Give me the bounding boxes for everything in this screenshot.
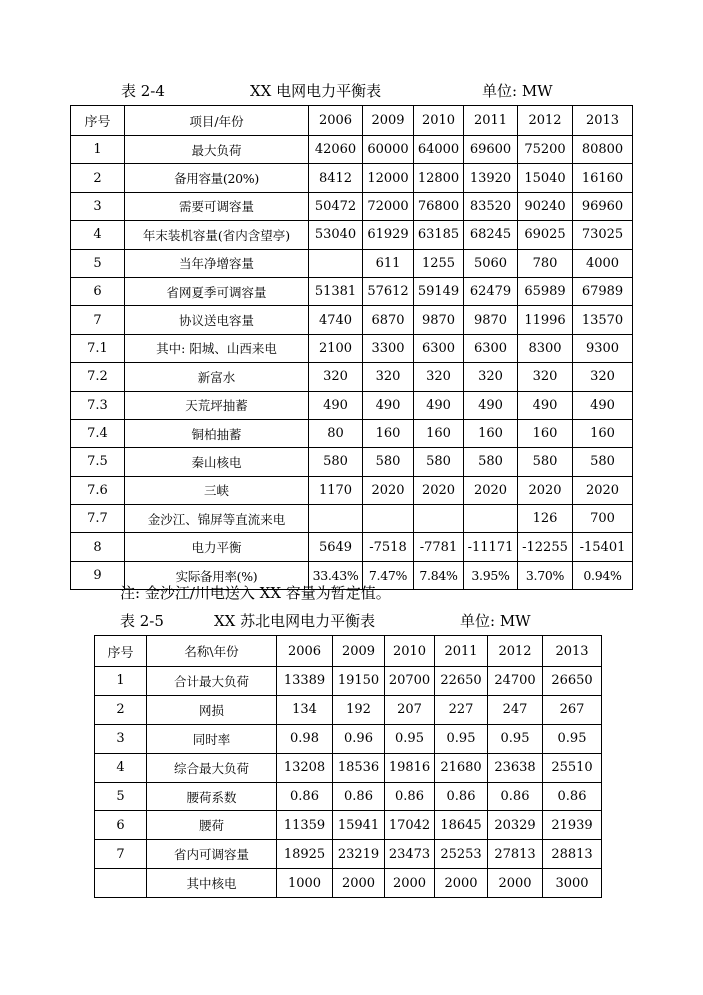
item-label-cell: 天荒坪抽蓄: [125, 391, 309, 419]
value-cell: 12000: [363, 164, 414, 192]
value-cell: 7.47%: [363, 561, 414, 589]
value-cell: 73025: [573, 221, 633, 249]
value-cell: 0.86: [277, 782, 333, 811]
value-cell: 267: [543, 695, 602, 724]
value-cell: 96960: [573, 192, 633, 220]
row-number-cell: 1: [71, 136, 125, 164]
value-cell: 490: [309, 391, 363, 419]
value-cell: 4000: [573, 249, 633, 277]
value-cell: 90240: [518, 192, 573, 220]
value-cell: 2100: [309, 334, 363, 362]
value-cell: 59149: [414, 277, 464, 305]
header-cell: 2010: [385, 636, 435, 667]
value-cell: 3300: [363, 334, 414, 362]
value-cell: 17042: [385, 811, 435, 840]
table-header-row: [71, 106, 633, 136]
value-cell: 68245: [464, 221, 518, 249]
value-cell: 9300: [573, 334, 633, 362]
value-cell: 247: [488, 695, 543, 724]
value-cell: 5649: [309, 533, 363, 561]
value-cell: 126: [518, 505, 573, 533]
value-cell: 25253: [435, 840, 488, 869]
value-cell: -7518: [363, 533, 414, 561]
value-cell: 2020: [573, 476, 633, 504]
value-cell: 0.86: [333, 782, 385, 811]
value-cell: 75200: [518, 136, 573, 164]
row-number-cell: 7.7: [71, 505, 125, 533]
value-cell: 20329: [488, 811, 543, 840]
value-cell: 320: [518, 363, 573, 391]
value-cell: 61929: [363, 221, 414, 249]
value-cell: 12800: [414, 164, 464, 192]
value-cell: 33.43%: [309, 561, 363, 589]
table-row: [95, 782, 602, 811]
row-number-cell: 5: [95, 782, 147, 811]
value-cell: 22650: [435, 667, 488, 696]
header-cell: 2006: [309, 106, 363, 136]
table-row: [71, 505, 633, 533]
value-cell: 2020: [464, 476, 518, 504]
row-number-cell: 6: [71, 277, 125, 305]
value-cell: 0.98: [277, 724, 333, 753]
value-cell: 67989: [573, 277, 633, 305]
value-cell: 2000: [333, 869, 385, 898]
value-cell: 490: [464, 391, 518, 419]
value-cell: 9870: [414, 306, 464, 334]
value-cell: 7.84%: [414, 561, 464, 589]
item-label-cell: 三峡: [125, 476, 309, 504]
value-cell: 28813: [543, 840, 602, 869]
value-cell: [363, 505, 414, 533]
item-label-cell: 当年净增容量: [125, 249, 309, 277]
value-cell: 780: [518, 249, 573, 277]
value-cell: 27813: [488, 840, 543, 869]
item-label-cell: 省内可调容量: [147, 840, 277, 869]
header-cell: 2012: [488, 636, 543, 667]
value-cell: 4740: [309, 306, 363, 334]
value-cell: 51381: [309, 277, 363, 305]
item-label-cell: 铜柏抽蓄: [125, 419, 309, 447]
table-row: [71, 306, 633, 334]
value-cell: 611: [363, 249, 414, 277]
value-cell: 15941: [333, 811, 385, 840]
item-label-cell: 最大负荷: [125, 136, 309, 164]
value-cell: 320: [363, 363, 414, 391]
value-cell: 3.70%: [518, 561, 573, 589]
item-label-cell: 同时率: [147, 724, 277, 753]
row-number-cell: [95, 869, 147, 898]
value-cell: 80: [309, 419, 363, 447]
value-cell: 2020: [363, 476, 414, 504]
value-cell: 0.95: [385, 724, 435, 753]
item-label-cell: 金沙江、锦屏等直流来电: [125, 505, 309, 533]
value-cell: 160: [363, 419, 414, 447]
value-cell: 160: [464, 419, 518, 447]
item-label-cell: 合计最大负荷: [147, 667, 277, 696]
value-cell: 13389: [277, 667, 333, 696]
table-row: [71, 419, 633, 447]
power-balance-table: [70, 105, 633, 590]
value-cell: 13570: [573, 306, 633, 334]
item-label-cell: 腰荷系数: [147, 782, 277, 811]
header-cell: 名称\年份: [147, 636, 277, 667]
value-cell: 160: [414, 419, 464, 447]
value-cell: -11171: [464, 533, 518, 561]
value-cell: 490: [414, 391, 464, 419]
value-cell: 11996: [518, 306, 573, 334]
value-cell: 0.95: [435, 724, 488, 753]
header-cell: 2010: [414, 106, 464, 136]
value-cell: 26650: [543, 667, 602, 696]
row-number-cell: 8: [71, 533, 125, 561]
value-cell: 0.86: [385, 782, 435, 811]
item-label-cell: 电力平衡: [125, 533, 309, 561]
item-label-cell: 实际备用率(%): [125, 561, 309, 589]
item-label-cell: 秦山核电: [125, 448, 309, 476]
value-cell: -12255: [518, 533, 573, 561]
value-cell: 0.86: [543, 782, 602, 811]
table-row: [71, 363, 633, 391]
row-number-cell: 4: [95, 753, 147, 782]
value-cell: 1170: [309, 476, 363, 504]
value-cell: 207: [385, 695, 435, 724]
value-cell: 50472: [309, 192, 363, 220]
value-cell: 1000: [277, 869, 333, 898]
table1-title: XX 电网电力平衡表: [250, 82, 382, 100]
value-cell: 23219: [333, 840, 385, 869]
value-cell: -7781: [414, 533, 464, 561]
value-cell: 320: [414, 363, 464, 391]
header-cell: 2009: [363, 106, 414, 136]
value-cell: 227: [435, 695, 488, 724]
value-cell: 69025: [518, 221, 573, 249]
table-row: [71, 249, 633, 277]
row-number-cell: 5: [71, 249, 125, 277]
table-row: [71, 391, 633, 419]
table1-unit: 单位: MW: [482, 82, 553, 100]
table-row: [95, 667, 602, 696]
item-label-cell: 腰荷: [147, 811, 277, 840]
value-cell: 11359: [277, 811, 333, 840]
value-cell: 3.95%: [464, 561, 518, 589]
header-cell: 2009: [333, 636, 385, 667]
item-label-cell: 省网夏季可调容量: [125, 277, 309, 305]
table-row: [95, 753, 602, 782]
value-cell: 580: [414, 448, 464, 476]
value-cell: 8300: [518, 334, 573, 362]
value-cell: 6300: [414, 334, 464, 362]
table2-title: XX 苏北电网电力平衡表: [214, 612, 376, 630]
item-label-cell: 年末装机容量(省内含望亭): [125, 221, 309, 249]
value-cell: 0.86: [435, 782, 488, 811]
row-number-cell: 7.4: [71, 419, 125, 447]
value-cell: 23473: [385, 840, 435, 869]
header-cell: 2011: [435, 636, 488, 667]
value-cell: 62479: [464, 277, 518, 305]
value-cell: 57612: [363, 277, 414, 305]
value-cell: 160: [518, 419, 573, 447]
value-cell: 2000: [385, 869, 435, 898]
table-row: [95, 724, 602, 753]
value-cell: 21680: [435, 753, 488, 782]
item-label-cell: 新富水: [125, 363, 309, 391]
header-cell: 2013: [543, 636, 602, 667]
table-row: [95, 695, 602, 724]
value-cell: 580: [363, 448, 414, 476]
row-number-cell: 1: [95, 667, 147, 696]
value-cell: 2020: [518, 476, 573, 504]
value-cell: [464, 505, 518, 533]
value-cell: 580: [309, 448, 363, 476]
value-cell: 320: [309, 363, 363, 391]
item-label-cell: 综合最大负荷: [147, 753, 277, 782]
header-cell: 2012: [518, 106, 573, 136]
row-number-cell: 7: [71, 306, 125, 334]
row-number-cell: 7.1: [71, 334, 125, 362]
value-cell: 18645: [435, 811, 488, 840]
value-cell: 16160: [573, 164, 633, 192]
value-cell: 21939: [543, 811, 602, 840]
value-cell: 490: [363, 391, 414, 419]
row-number-cell: 4: [71, 221, 125, 249]
item-label-cell: 其中: 阳城、山西来电: [125, 334, 309, 362]
item-label-cell: 备用容量(20%): [125, 164, 309, 192]
value-cell: 0.95: [488, 724, 543, 753]
value-cell: 1255: [414, 249, 464, 277]
value-cell: 0.95: [543, 724, 602, 753]
header-cell: 2013: [573, 106, 633, 136]
row-number-cell: 2: [95, 695, 147, 724]
header-cell: 项目/年份: [125, 106, 309, 136]
value-cell: 64000: [414, 136, 464, 164]
value-cell: 2000: [488, 869, 543, 898]
value-cell: 700: [573, 505, 633, 533]
value-cell: 580: [573, 448, 633, 476]
header-cell: 序号: [71, 106, 125, 136]
item-label-cell: 协议送电容量: [125, 306, 309, 334]
table-row: [95, 811, 602, 840]
value-cell: 8412: [309, 164, 363, 192]
item-label-cell: 网损: [147, 695, 277, 724]
table-header-row: [95, 636, 602, 667]
value-cell: 72000: [363, 192, 414, 220]
value-cell: 20700: [385, 667, 435, 696]
item-label-cell: 其中核电: [147, 869, 277, 898]
value-cell: 15040: [518, 164, 573, 192]
value-cell: 6300: [464, 334, 518, 362]
table-row: [71, 192, 633, 220]
table1-note: 注: 金沙江/川电送入 XX 容量为暂定值。: [120, 584, 391, 602]
row-number-cell: 6: [95, 811, 147, 840]
value-cell: 53040: [309, 221, 363, 249]
value-cell: 320: [573, 363, 633, 391]
value-cell: 320: [464, 363, 518, 391]
value-cell: 19816: [385, 753, 435, 782]
value-cell: 13208: [277, 753, 333, 782]
value-cell: 490: [518, 391, 573, 419]
table-row: [71, 533, 633, 561]
table1-number: 表 2-4: [121, 82, 165, 100]
value-cell: 580: [518, 448, 573, 476]
value-cell: 80800: [573, 136, 633, 164]
value-cell: -15401: [573, 533, 633, 561]
value-cell: 24700: [488, 667, 543, 696]
value-cell: 76800: [414, 192, 464, 220]
value-cell: 18536: [333, 753, 385, 782]
table-row: [71, 334, 633, 362]
value-cell: [414, 505, 464, 533]
value-cell: 63185: [414, 221, 464, 249]
row-number-cell: 3: [71, 192, 125, 220]
header-cell: 2011: [464, 106, 518, 136]
value-cell: 134: [277, 695, 333, 724]
row-number-cell: 2: [71, 164, 125, 192]
table-row: [71, 277, 633, 305]
table-row: [71, 136, 633, 164]
value-cell: 0.86: [488, 782, 543, 811]
header-cell: 2006: [277, 636, 333, 667]
item-label-cell: 需要可调容量: [125, 192, 309, 220]
value-cell: 18925: [277, 840, 333, 869]
north-jiangsu-power-balance-table: [94, 635, 602, 898]
row-number-cell: 7.3: [71, 391, 125, 419]
value-cell: 65989: [518, 277, 573, 305]
table-row: [71, 221, 633, 249]
value-cell: 2020: [414, 476, 464, 504]
row-number-cell: 7.6: [71, 476, 125, 504]
table-row: [71, 448, 633, 476]
value-cell: 19150: [333, 667, 385, 696]
table-row: [71, 164, 633, 192]
value-cell: 83520: [464, 192, 518, 220]
row-number-cell: 7.2: [71, 363, 125, 391]
value-cell: 23638: [488, 753, 543, 782]
row-number-cell: 9: [71, 561, 125, 589]
value-cell: 490: [573, 391, 633, 419]
table2-number: 表 2-5: [120, 612, 164, 630]
value-cell: 6870: [363, 306, 414, 334]
row-number-cell: 7: [95, 840, 147, 869]
row-number-cell: 3: [95, 724, 147, 753]
table2-unit: 单位: MW: [460, 612, 531, 630]
value-cell: 192: [333, 695, 385, 724]
value-cell: 0.96: [333, 724, 385, 753]
value-cell: 60000: [363, 136, 414, 164]
value-cell: [309, 249, 363, 277]
value-cell: 160: [573, 419, 633, 447]
value-cell: 5060: [464, 249, 518, 277]
table-row: [95, 840, 602, 869]
value-cell: 69600: [464, 136, 518, 164]
value-cell: 25510: [543, 753, 602, 782]
table-row: [71, 476, 633, 504]
row-number-cell: 7.5: [71, 448, 125, 476]
value-cell: [309, 505, 363, 533]
value-cell: 580: [464, 448, 518, 476]
value-cell: 0.94%: [573, 561, 633, 589]
table-row: [95, 869, 602, 898]
value-cell: 9870: [464, 306, 518, 334]
header-cell: 序号: [95, 636, 147, 667]
value-cell: 13920: [464, 164, 518, 192]
value-cell: 2000: [435, 869, 488, 898]
value-cell: 3000: [543, 869, 602, 898]
value-cell: 42060: [309, 136, 363, 164]
